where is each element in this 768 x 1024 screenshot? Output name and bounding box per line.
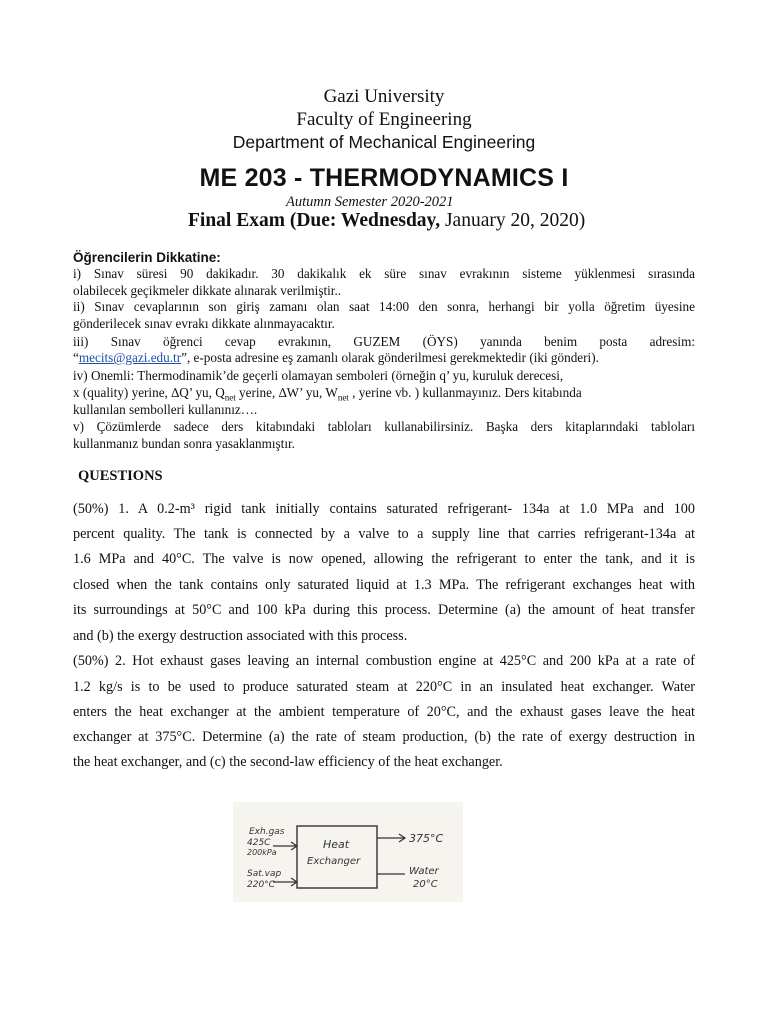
notice-line-8 xyxy=(73,385,695,403)
notice-line-8-a: x (quality) yerine, ∆Q’ yu, Q xyxy=(73,385,225,400)
inlet-2-label-a: Sat.vap xyxy=(247,869,282,879)
q1-line-1: (50%) 1. A 0.2-m³ rigid tank initially contains saturated refrigerant- 134a at 1.0 MPa and 100 xyxy=(73,501,695,517)
notice-line-9: kullanılan sembolleri kullanınız…. xyxy=(73,402,258,417)
notice-line-5: iii) Sınav öğrenci cevap evrakının, GUZEM (ÖYS) yanında benim posta adresim: xyxy=(73,334,695,349)
outlet-2-label-b: 20°C xyxy=(413,879,438,890)
inlet-1-label-a: Exh.gas xyxy=(249,827,285,837)
notice-title: Öğrencilerin Dikkatine: xyxy=(73,250,221,265)
q1-line-3: 1.6 MPa and 40°C. The valve is now opened, allowing the refrigerant to enter the tank, and it is xyxy=(73,551,695,567)
faculty-name: Faculty of Engineering xyxy=(296,109,472,130)
inlet-1-label-c: 200kPa xyxy=(247,848,277,857)
notice-line-7: iv) Onemli: Thermodinamik’de geçerli olamayan semboleri (örneğin q’ yu, kuruluk derecesi, xyxy=(73,368,564,383)
notice-line-11: kullanmanız bundan sonra yasaklanmıştır. xyxy=(73,436,295,451)
quote-open: “ xyxy=(73,350,79,365)
department-name: Department of Mechanical Engineering xyxy=(232,132,536,152)
q1-line-4: closed when the tank contains only saturated liquid at 1.3 MPa. The refrigerant exchanges heat with xyxy=(73,577,695,593)
q1-line-6: and (b) the exergy destruction associated with this process. xyxy=(73,628,408,644)
exam-title-bold: Final Exam (Due: Wednesday, xyxy=(188,210,441,231)
university-name: Gazi University xyxy=(323,86,445,107)
semester-line: Autumn Semester 2020-2021 xyxy=(286,194,454,210)
q2-line-2: 1.2 kg/s is to be used to produce saturated steam at 220°C in an insulated heat exchanger. Water xyxy=(73,679,695,695)
notice-line-1: i) Sınav süresi 90 dakikadır. 30 dakikalık ek süre sınav evrakının sisteme yüklenmesi sırasında xyxy=(73,266,695,281)
box-label-heat: Heat xyxy=(323,838,350,851)
email-link[interactable]: mecits@gazi.edu.tr xyxy=(78,350,182,365)
notice-line-2: olabilecek geçikmeler dikkate alınarak verilmiştir.. xyxy=(73,283,342,298)
outlet-1-label: 375°C xyxy=(409,832,444,845)
inlet-1-label-b: 425C xyxy=(247,838,271,848)
notice-line-6-rest: ”, e-posta adresine eş zamanlı olarak gönderilmesi gerekmektedir (iki gönderi). xyxy=(181,350,599,365)
notice-line-8-b: yerine, ∆W’ yu, W xyxy=(235,385,338,400)
exam-title xyxy=(188,210,585,232)
q1-line-2: percent quality. The tank is connected by a valve to a supply line that carries refrigerant-134a at xyxy=(73,526,695,542)
exam-date: January 20, 2020) xyxy=(440,210,586,231)
q1-line-5: its surroundings at 50°C and 100 kPa during this process. Determine (a) the amount of heat transfer xyxy=(73,602,695,618)
questions-heading: QUESTIONS xyxy=(78,468,163,484)
heat-exchanger-diagram xyxy=(233,802,463,902)
box-label-exchanger: Exchanger xyxy=(307,856,361,867)
course-title: ME 203 - THERMODYNAMICS I xyxy=(199,164,569,192)
subscript-net-2: net xyxy=(337,392,349,403)
notice-line-6 xyxy=(73,350,695,366)
subscript-net-1: net xyxy=(224,392,236,403)
outlet-2-label-a: Water xyxy=(409,866,439,877)
notice-line-8-c: , yerine vb. ) kullanmayınız. Ders kitabında xyxy=(348,385,582,400)
q2-line-3: enters the heat exchanger at the ambient temperature of 20°C, and the exhaust gases leave the heat xyxy=(73,704,695,720)
q2-line-4: exchanger at 375°C. Determine (a) the rate of steam production, (b) the rate of exergy destruction in xyxy=(73,729,695,745)
q2-line-5: the heat exchanger, and (c) the second-law efficiency of the heat exchanger. xyxy=(73,754,503,770)
inlet-2-label-b: 220°C xyxy=(247,880,275,890)
q2-line-1: (50%) 2. Hot exhaust gases leaving an internal combustion engine at 425°C and 200 kPa at a rate of xyxy=(73,653,695,669)
notice-line-3: ii) Sınav cevaplarının son giriş zamanı olan saat 14:00 den sonra, herhangi bir yolla öğretim üyesine xyxy=(73,299,695,314)
notice-line-10: v) Çözümlerde sadece ders kitabındaki tabloları kullanabilirsiniz. Başka ders kitaplarındaki tabloları xyxy=(73,419,695,434)
notice-line-4: gönderilecek sınav evrakı dikkate alınmayacaktır. xyxy=(73,316,335,331)
